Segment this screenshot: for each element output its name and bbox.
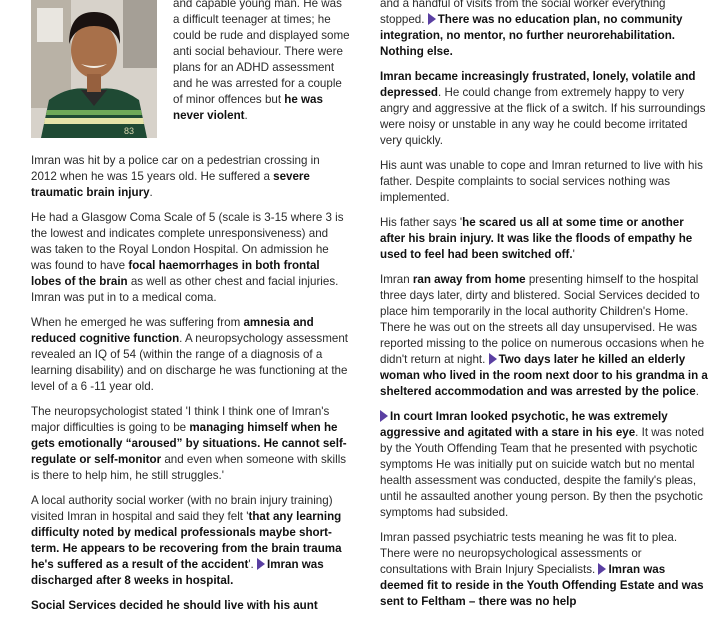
left-body [31,153,348,620]
paragraph-social-worker: A local authority social worker (with no brain injury training) visited Imran in hospital and said they felt 'that any learning difficulty noted by medical professionals maybe short-term. He appears to be recovering from the brain trauma he's suffered as a result of the accident'. Imran was discharged after 8 weeks in hospital. [31,494,342,587]
paragraph-amnesia: When he emerged he was suffering from amnesia and reduced cognitive function. A neuropsychology assessment revealed an IQ of 54 (within the range of a diagnosis of a learning disability) and on discharge he was functioning at the level of a 6 -11 year old. [31,316,349,393]
paragraph-psychiatric-tests: Imran passed psychiatric tests meaning he was fit to plea. There were no neuropsychological assessments or consultations with Brain Injury Specialists. Imran was deemed fit to reside in the Youth Offending Estate and was sent to Feltham – there was no help [380,531,704,608]
paragraph-father-quote: His father says 'he scared us all at some time or another after his brain injury. It was like the floods of empathy he used to feel had been switched off.' [380,216,693,261]
right-body [380,0,710,619]
arrow-marker-icon [257,558,265,570]
arrow-marker-icon [489,353,497,365]
intro-paragraph: and capable young man. He was a difficult teenager at times; he could be rude and displayed some anti social behaviour. There were plans for an ADHD assessment and he was arrested for a couple of minor offences but he was never violent. [173,0,350,122]
paragraph-accident: Imran was hit by a police car on a pedestrian crossing in 2012 when he was 15 years old. He suffered a severe traumatic brain injury. [31,154,320,199]
jersey-number: 83 [124,126,135,136]
portrait-photo [31,0,157,138]
paragraph-frustrated: Imran became increasingly frustrated, lonely, volatile and depressed. He could change from extremely happy to very angry and aggressive at the flick of a switch. If his surroundings were noisy or unstable in any way he could become irritated very quickly. [380,70,706,147]
arrow-marker-icon [598,563,606,575]
paragraph-aunt-unable: His aunt was unable to cope and Imran returned to live with his father. Despite complaints to social services nothing was implemented. [380,159,703,204]
portrait-image [31,0,157,138]
paragraph-aunt: Social Services decided he should live with his aunt [31,599,318,612]
arrow-marker-icon [380,410,388,422]
paragraph-neuropsychologist: The neuropsychologist stated 'I think I think one of Imran's major difficulties is going to be managing himself when he gets emotionally “aroused” by situations. He cannot self-regulate or self-monitor and even when someone with skills is there to help him, he still struggles.' [31,405,347,482]
paragraph-coma-scale: He had a Glasgow Coma Scale of 5 (scale is 3-15 where 3 is the lowest and indicates complete unresponsiveness) and was taken to the Royal London Hospital. On admission he was found to have focal haemorrhages in both frontal lobes of the brain as well as other chest and facial injuries. Imran was put in to a medical coma. [31,211,344,304]
paragraph-ran-away: Imran ran away from home presenting himself to the hospital three days later, dirty and blistered. Social Services decided to place him temporarily in the local authority Children's Home. There he was out on the streets all day unsupervised. He was reported missing to the police on numerous occasions when he didn't return at night. Two days later he killed an elderly woman who lived in the room next door to his grandma in a sheltered accommodation and was arrested by the police. [380,273,708,398]
paragraph-court: In court Imran looked psychotic, he was extremely aggressive and agitated with a stare in his eye. It was noted by the Youth Offending Team that he presented with psychotic symptoms He was initially put on suicide watch but no mental health assessment was conducted, despite the family's pleas, until he assaulted another young person. By then the psychotic symptoms had subsided. [380,410,705,519]
arrow-marker-icon [428,13,436,25]
paragraph-visits: and a handful of visits from the social worker everything stopped. There was no education plan, no community integration, no mentor, no further neurorehabilitation. Nothing else. [380,0,683,58]
